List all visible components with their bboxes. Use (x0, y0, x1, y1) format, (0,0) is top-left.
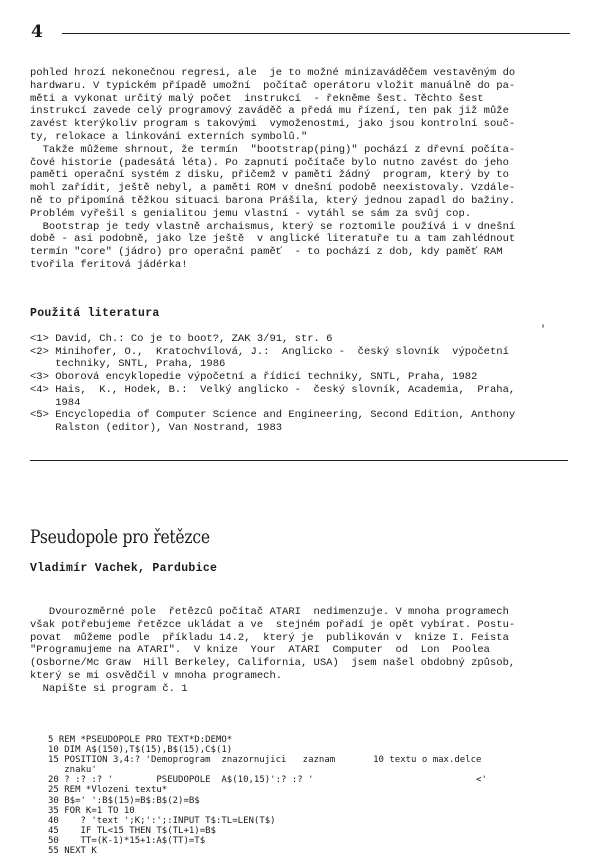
program-listing (48, 735, 578, 856)
text-line: však potřebujeme řetězce ukládat a ve stejném pořadí je opět vybírat. Postu- (30, 618, 516, 631)
reference-line: Ralston (editor), Van Nostrand, 1983 (30, 421, 283, 434)
article-title: Pseudopole pro řetězce (30, 526, 210, 548)
code-line: 45 IF TL<15 THEN T$(TL+1)=B$ (48, 825, 216, 836)
text-line: době - asi podobně, jako lze ještě v anglické literatuře tu a tam zahlédnout (30, 233, 516, 246)
code-line: znaku' (48, 765, 97, 776)
article-author: Vladimír Vachek, Pardubice (30, 562, 218, 575)
reference-line: techniky, SNTL, Praha, 1986 (30, 358, 226, 371)
reference-line: <5> Encyclopedia of Computer Science and Engineering, Second Edition, Anthony (30, 409, 516, 422)
code-line: 55 NEXT K (48, 846, 97, 857)
intro-text (30, 67, 575, 272)
stray-mark: ' (540, 325, 547, 336)
code-line: 15 POSITION 3,4:? 'Demoprogram znazornujici zaznam 10 textu o max.delce (48, 755, 482, 766)
text-line: "Programujeme na ATARI". V knize Your ATARI Computer od Lon Poolea (30, 644, 490, 657)
section-divider (30, 460, 568, 461)
code-line: 35 FOR K=1 TO 10 (48, 805, 135, 816)
text-line: pohled hrozí nekonečnou regresi, ale je to možné minizaváděčem vestavěným do (30, 67, 516, 79)
code-line: 50 TT=(K-1)*15+1:A$(TT)=T$ (48, 835, 206, 846)
references-list (30, 333, 575, 435)
text-line: povat můžeme podle příkladu 14.2, který je publikován v knize I. Feista (30, 631, 509, 644)
page-number: 4 (31, 22, 43, 42)
text-line: ty, relokace a linkování externích symbolů." (30, 130, 308, 143)
text-line: (Osborne/Mc Graw Hill Berkeley, California, USA) jsem našel obdobný způsob, (30, 657, 516, 670)
code-line: 30 B$=' ':B$(15)=B$:B$(2)=B$ (48, 795, 200, 806)
text-line: ně to připomíná těžkou situaci barona Prášila, který jednou zapadl do bažiny. (30, 194, 516, 207)
text-line: Dvourozměrné pole řetězců počítač ATARI nedimenzuje. V mnoha programech (30, 606, 509, 618)
text-line: čové historie (padesátá léta). Po zapnutí počítače bylo nutno zavést do jeho (30, 156, 509, 169)
text-line: hardwaru. V typickém případě umožní počítač operátoru vložit manuálně do pa- (30, 79, 516, 92)
code-line: 25 REM *Vlozeni textu* (48, 785, 168, 796)
text-line: který se mi osvědčil v mnoha programech. (30, 669, 283, 682)
text-line: paměti operační systém z disku, přičemž v paměti žádný program, který by to (30, 169, 509, 182)
text-line: Napište si program č. 1 (30, 682, 188, 695)
reference-line: 1984 (30, 396, 81, 409)
references-heading: Použitá literatura (30, 307, 160, 320)
code-line: 20 ? :? :? ' PSEUDOPOLE A$(10,15)':? :? ' <' (48, 775, 487, 786)
header-rule (62, 33, 570, 34)
text-line: mohl zařídit, ještě nebyl, a paměti ROM v dnešní podobě neexistovaly. Vzdále- (30, 182, 516, 195)
reference-line: <2> Minihofer, O., Kratochvílová, J.: Anglicko - český slovník výpočetní (30, 345, 509, 358)
text-line: Takže můžeme shrnout, že termín "bootstrap(ping)" pochází z dřevní počíta- (30, 143, 516, 156)
article-text (30, 606, 575, 696)
text-line: instrukcí zavede celý programový zaváděč a předá mu řízení, ten pak již může (30, 105, 509, 118)
text-line: tvořila feritová jádérka! (30, 258, 188, 271)
text-line: zavést kterýkoliv program s takovými vymoženostmi, jako jsou kontrolní souč- (30, 118, 516, 131)
text-line: Bootstrap je tedy vlastně archaismus, který se roztomile používá i v dnešní (30, 220, 516, 233)
code-line: 10 DIM A$(150),T$(15),B$(15),C$(1) (48, 745, 233, 756)
code-line: 5 REM *PSEUDOPOLE PRO TEXT*D:DEMO* (48, 735, 233, 745)
reference-line: <3> Oborová encyklopedie výpočetní a řídicí techniky, SNTL, Praha, 1982 (30, 371, 478, 384)
reference-line: <4> Hais, K., Hodek, B.: Velký anglicko - český slovník, Academia, Praha, (30, 383, 516, 396)
code-line: 40 ? 'text ';K;':';:INPUT T$:TL=LEN(T$) (48, 815, 276, 826)
reference-line: <1> David, Ch.: Co je to boot?, ZAK 3/91, str. 6 (30, 333, 333, 345)
text-line: Problém vyřešil s genialitou jemu vlastní - vytáhl se sám za svůj cop. (30, 207, 472, 220)
text-line: měti a vykonat určitý malý počet instrukcí - řekněme šest. Těchto šest (30, 92, 484, 105)
text-line: termín "core" (jádro) pro operační paměť - to pochází z dob, kdy paměť RAM (30, 246, 503, 259)
